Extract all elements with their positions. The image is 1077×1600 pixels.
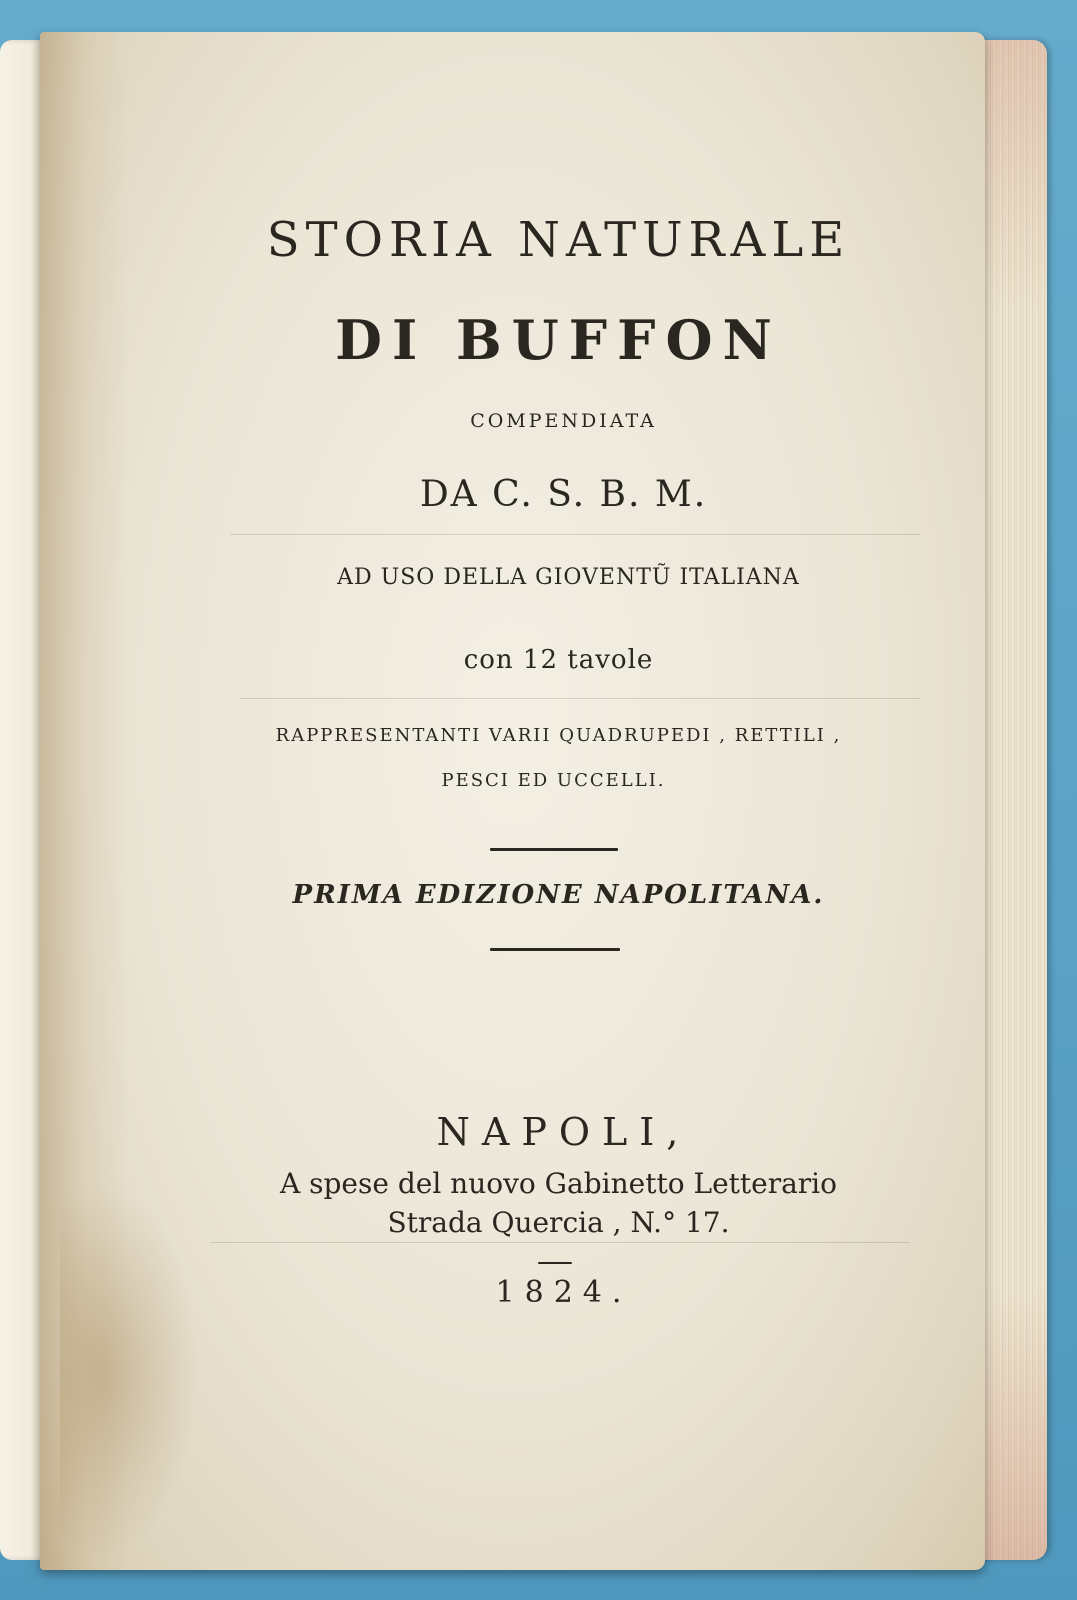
plates-description-line-1: RAPPRESENTANTI VARII QUADRUPEDI , RETTILI , bbox=[275, 725, 842, 746]
city-line: NAPOLI, bbox=[436, 1110, 691, 1154]
plates-description-line-2: PESCI ED UCCELLI. bbox=[441, 770, 666, 791]
divider-rule bbox=[490, 948, 620, 951]
show-through-line bbox=[210, 1242, 910, 1243]
audience-line: AD USO DELLA GIOVENTŨ ITALIANA bbox=[337, 565, 800, 590]
year-line: 1824. bbox=[495, 1275, 632, 1310]
show-through-line bbox=[240, 698, 920, 699]
title-line-1: STORIA NATURALE bbox=[266, 212, 851, 268]
edition-line: PRIMA EDIZIONE NAPOLITANA. bbox=[292, 880, 825, 910]
title-line-2: DI BUFFON bbox=[335, 308, 782, 372]
divider-rule bbox=[490, 848, 618, 851]
publisher-line-1: A spese del nuovo Gabinetto Letterario bbox=[280, 1167, 837, 1200]
publisher-line-2: Strada Quercia , N.° 17. bbox=[387, 1206, 730, 1239]
compendiata-text: COMPENDIATA bbox=[470, 410, 657, 432]
show-through-line bbox=[230, 534, 920, 535]
plates-line: con 12 tavole bbox=[463, 645, 654, 675]
author-line: DA C. S. B. M. bbox=[419, 474, 708, 515]
year-rule bbox=[538, 1262, 572, 1264]
